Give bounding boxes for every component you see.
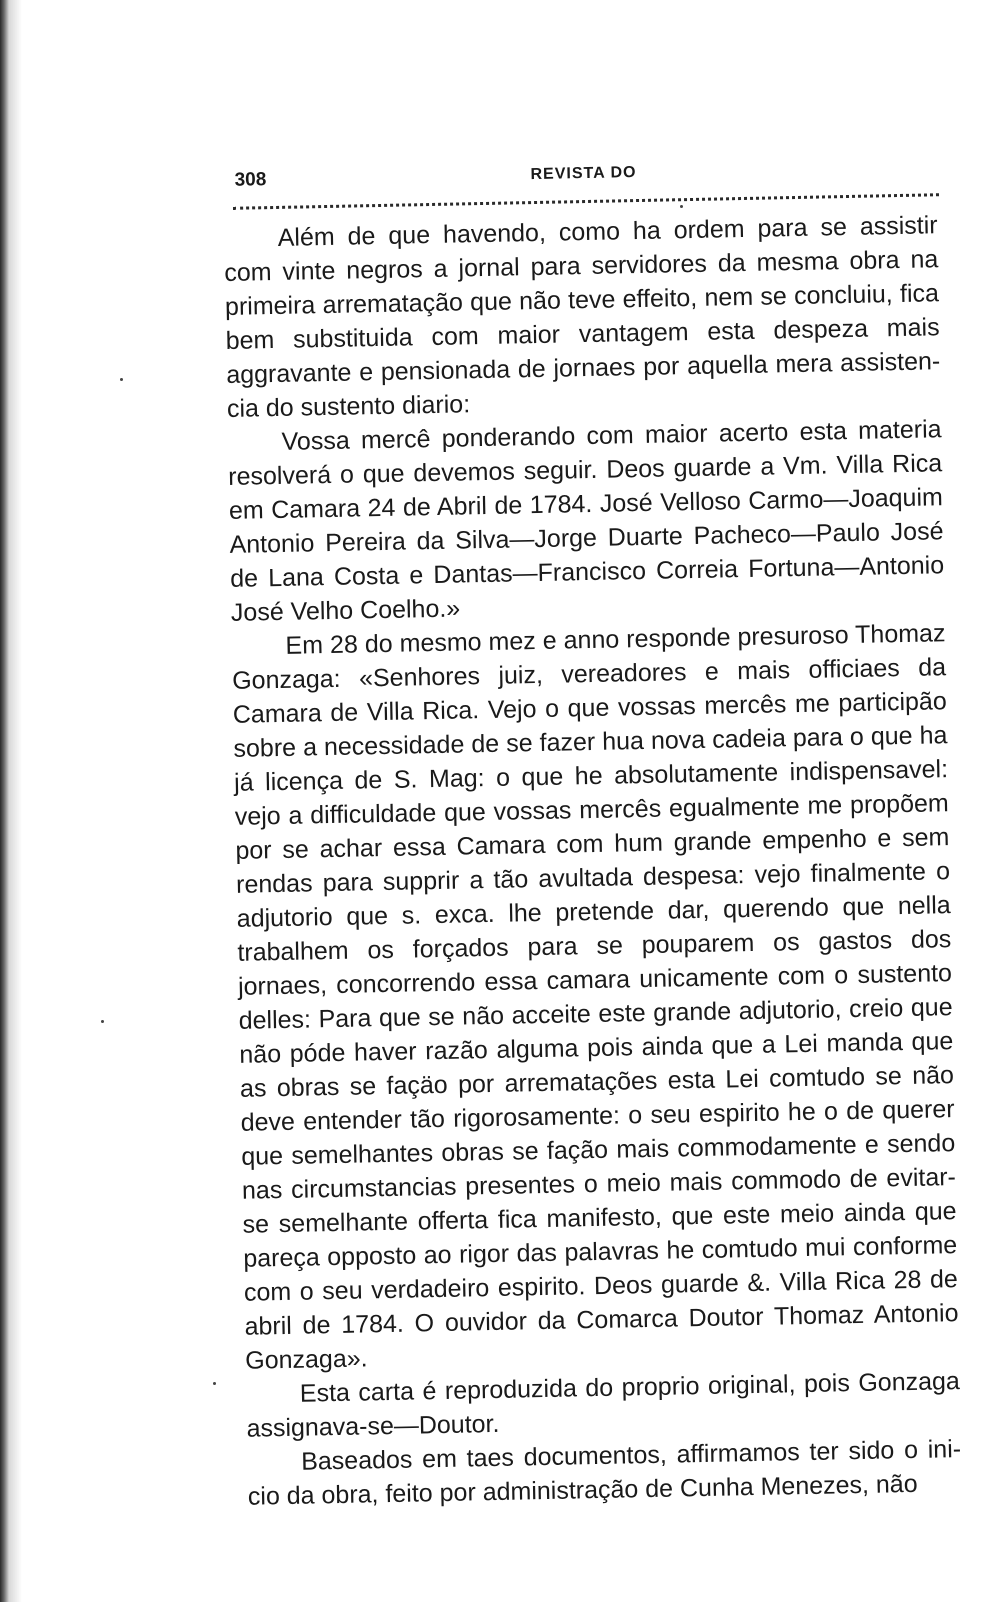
paper-speck (213, 1382, 216, 1385)
paper-speck (101, 1020, 104, 1023)
paragraph: Vossa mercê ponderando com maior acerto esta materia resolverá o que devemos seguir. Deos guarde a Vm. Villa Rica em Camara 24 de Abril de 1784. José Velloso Carmo—Joaquim Antonio Pereira da Silva—Jorge Duarte Pacheco—Paulo José de Lana Costa e Dantas—Francisco Correia Fortuna—Antonio José Velho Coelho.» (228, 415, 945, 627)
paragraph: Baseados em taes documentos, affirmamos ter sido o inicio da obra, feito por administração de Cunha Menezes, não (247, 1435, 962, 1511)
paragraph: Em 28 do mesmo mez e anno responde presuroso Thomaz Gonzaga: «Senhores juiz, vereadores e mais officiaes da Camara de Villa Rica. Vejo o que vossas mercês me participão sobre a necessidade de se fazer hua nova cadeia para o que ha já licença de S. Mag: o que he absolutamente indispensavel: vejo a difficuldade que vossas mercês egualmente me propõem por se achar essa Camara com hum grande empenho e sem rendas para supprir a tão avultada despesa: vejo finalmente o adjutorio que s. exca. lhe pretende dar, querendo que nella trabalhem os forçados para se pouparem os gastos dos jornaes, concorrendo essa camara unicamente com o sustento delles: Para que se não acceite este grande adjutorio, creio que não póde haver razão alguma pois ainda que a Lei manda que as obras se façäo por arrematações esta Lei comtudo se não deve entender tão rigorosamente: o seu espirito he o de querer que semelhantes obras se fação mais commodamente e sendo nas circumstancias presentes o meio mais commodo de evitar-se semelhante offerta fica manifesto, que este meio ainda que pareça opposto ao rigor das palavras he comtudo mui conforme com o seu verdadeiro espirito. Deos guarde &. Villa Rica 28 de abril de 1784. O ouvidor da Comarca Doutor Thomaz Antonio Gonzaga». (231, 619, 959, 1375)
running-head: REVISTA DO (530, 164, 637, 184)
book-page (219, 0, 980, 1602)
page-header (234, 156, 940, 196)
paper-speck (120, 378, 123, 381)
body-text (223, 208, 962, 1513)
paragraph: Além de que havendo, como ha ordem para se assistir com vinte negros a jornal para servidores da mesma obra na primeira arrematação que não teve effeito, nem se concluiu, fica bem substituida com maior vantagem esta despeza mais aggravante e pensionada de jornaes por aquella mera assistencia do sustento diario: (224, 211, 941, 423)
paragraph: Esta carta é reproduzida do proprio original, pois Gonzaga assignava-se—Doutor. (246, 1367, 961, 1443)
page-binding-edge (0, 0, 26, 1602)
page-number: 308 (234, 169, 267, 191)
